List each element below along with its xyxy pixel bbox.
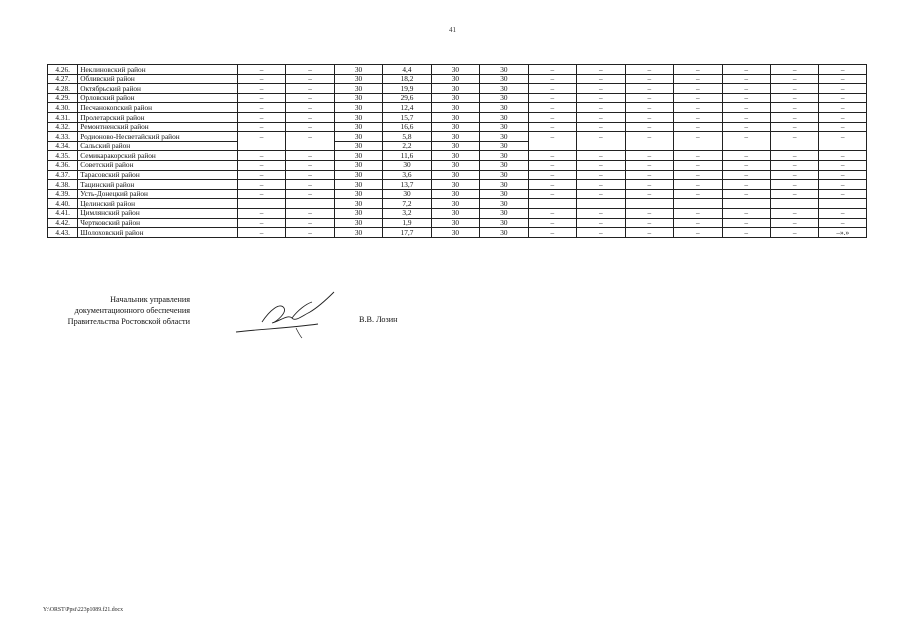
- value-cell: 30: [431, 93, 479, 103]
- value-cell: –: [722, 103, 770, 113]
- value-cell: –: [770, 189, 818, 199]
- value-cell: 30: [334, 199, 382, 209]
- value-cell: –: [722, 170, 770, 180]
- value-cell: 13,7: [383, 180, 431, 190]
- value-cell: –: [674, 103, 722, 113]
- value-cell: –: [770, 84, 818, 94]
- value-cell: –: [577, 132, 625, 142]
- table-row: [48, 103, 867, 113]
- value-cell: –: [819, 84, 867, 94]
- value-cell: –: [819, 208, 867, 218]
- district-name: Шолоховский район: [78, 228, 238, 238]
- value-cell: [722, 199, 770, 209]
- value-cell: –: [286, 84, 334, 94]
- value-cell: –: [674, 208, 722, 218]
- value-cell: –: [819, 112, 867, 122]
- value-cell: –: [722, 160, 770, 170]
- value-cell: –: [577, 189, 625, 199]
- value-cell: –: [722, 93, 770, 103]
- value-cell: –: [528, 103, 576, 113]
- table-row: [48, 74, 867, 84]
- district-name: Родионово-Несветайский район: [78, 132, 238, 142]
- value-cell: –: [770, 151, 818, 161]
- value-cell: –: [286, 65, 334, 75]
- value-cell: 5,8: [383, 132, 431, 142]
- table-row: [48, 141, 867, 151]
- value-cell: –: [674, 160, 722, 170]
- value-cell: –: [237, 170, 285, 180]
- value-cell: 30: [431, 199, 479, 209]
- value-cell: –: [528, 74, 576, 84]
- value-cell: –: [237, 180, 285, 190]
- value-cell: 30: [334, 93, 382, 103]
- value-cell: –: [528, 151, 576, 161]
- row-number: 4.32.: [48, 122, 78, 132]
- value-cell: –: [674, 151, 722, 161]
- district-name: Советский район: [78, 160, 238, 170]
- table-row: [48, 84, 867, 94]
- value-cell: –: [237, 103, 285, 113]
- value-cell: 30: [431, 151, 479, 161]
- value-cell: –: [528, 160, 576, 170]
- district-name: Сальский район: [78, 141, 238, 151]
- value-cell: –: [528, 180, 576, 190]
- value-cell: –: [819, 93, 867, 103]
- value-cell: 30: [480, 84, 528, 94]
- value-cell: [674, 199, 722, 209]
- value-cell: –: [625, 208, 673, 218]
- value-cell: –: [819, 180, 867, 190]
- value-cell: –: [722, 180, 770, 190]
- value-cell: 30: [334, 103, 382, 113]
- value-cell: –: [770, 122, 818, 132]
- value-cell: [528, 141, 576, 151]
- value-cell: –: [286, 103, 334, 113]
- value-cell: 30: [480, 122, 528, 132]
- value-cell: 30: [431, 218, 479, 228]
- value-cell: –: [237, 122, 285, 132]
- value-cell: –: [819, 132, 867, 142]
- value-cell: 30: [334, 228, 382, 238]
- value-cell: 30: [334, 74, 382, 84]
- value-cell: –: [237, 208, 285, 218]
- table-row: [48, 132, 867, 142]
- value-cell: –: [237, 218, 285, 228]
- row-number: 4.38.: [48, 180, 78, 190]
- position-line: Начальник управления: [110, 295, 190, 304]
- value-cell: –: [625, 132, 673, 142]
- row-number: 4.42.: [48, 218, 78, 228]
- value-cell: –: [674, 93, 722, 103]
- value-cell: –: [819, 122, 867, 132]
- table-row: [48, 218, 867, 228]
- row-number: 4.28.: [48, 84, 78, 94]
- value-cell: –: [819, 74, 867, 84]
- value-cell: 30: [383, 160, 431, 170]
- value-cell: [286, 199, 334, 209]
- value-cell: –: [577, 208, 625, 218]
- value-cell: 30: [480, 132, 528, 142]
- value-cell: 30: [480, 189, 528, 199]
- value-cell: 30: [431, 132, 479, 142]
- value-cell: –: [770, 218, 818, 228]
- value-cell: –: [722, 84, 770, 94]
- row-number: 4.29.: [48, 93, 78, 103]
- table-row: [48, 122, 867, 132]
- value-cell: 30: [334, 151, 382, 161]
- value-cell: 2,2: [383, 141, 431, 151]
- table-row: [48, 208, 867, 218]
- value-cell: 30: [334, 132, 382, 142]
- district-name: Усть-Донецкий район: [78, 189, 238, 199]
- value-cell: –: [722, 74, 770, 84]
- value-cell: –: [625, 160, 673, 170]
- value-cell: –: [674, 218, 722, 228]
- value-cell: –: [528, 189, 576, 199]
- value-cell: [770, 199, 818, 209]
- district-name: Семикаракорский район: [78, 151, 238, 161]
- row-number: 4.35.: [48, 151, 78, 161]
- value-cell: –: [577, 112, 625, 122]
- value-cell: –: [625, 170, 673, 180]
- value-cell: 30: [431, 112, 479, 122]
- value-cell: 11,6: [383, 151, 431, 161]
- value-cell: –: [770, 160, 818, 170]
- value-cell: –: [770, 132, 818, 142]
- row-number: 4.34.: [48, 141, 78, 151]
- value-cell: –: [237, 74, 285, 84]
- row-number: 4.36.: [48, 160, 78, 170]
- value-cell: –: [722, 228, 770, 238]
- value-cell: –: [286, 208, 334, 218]
- value-cell: –: [770, 170, 818, 180]
- row-number: 4.33.: [48, 132, 78, 142]
- value-cell: –: [625, 122, 673, 132]
- value-cell: [770, 141, 818, 151]
- signatory-position: [40, 294, 190, 327]
- value-cell: 29,6: [383, 93, 431, 103]
- district-name: Целинский район: [78, 199, 238, 209]
- value-cell: [577, 141, 625, 151]
- value-cell: 30: [334, 180, 382, 190]
- value-cell: –».»: [819, 228, 867, 238]
- value-cell: –: [528, 132, 576, 142]
- value-cell: –: [577, 218, 625, 228]
- row-number: 4.40.: [48, 199, 78, 209]
- value-cell: –: [528, 112, 576, 122]
- value-cell: –: [770, 65, 818, 75]
- value-cell: –: [722, 151, 770, 161]
- value-cell: 16,6: [383, 122, 431, 132]
- value-cell: –: [286, 112, 334, 122]
- value-cell: –: [286, 151, 334, 161]
- value-cell: 1,9: [383, 218, 431, 228]
- value-cell: –: [770, 180, 818, 190]
- value-cell: [819, 199, 867, 209]
- page-number: 41: [449, 26, 456, 34]
- value-cell: 4,4: [383, 65, 431, 75]
- value-cell: 17,7: [383, 228, 431, 238]
- value-cell: –: [577, 103, 625, 113]
- value-cell: –: [674, 74, 722, 84]
- value-cell: –: [625, 112, 673, 122]
- value-cell: –: [722, 218, 770, 228]
- district-values-table: [47, 64, 867, 238]
- table-row: [48, 228, 867, 238]
- value-cell: 30: [480, 199, 528, 209]
- value-cell: –: [528, 84, 576, 94]
- value-cell: 30: [431, 180, 479, 190]
- value-cell: [625, 141, 673, 151]
- district-name: Цимлянский район: [78, 208, 238, 218]
- value-cell: 15,7: [383, 112, 431, 122]
- value-cell: 30: [480, 103, 528, 113]
- row-number: 4.41.: [48, 208, 78, 218]
- value-cell: –: [286, 189, 334, 199]
- position-line: Правительства Ростовской области: [67, 317, 190, 326]
- district-name: Неклиновский район: [78, 65, 238, 75]
- value-cell: –: [674, 122, 722, 132]
- value-cell: –: [528, 218, 576, 228]
- handwritten-signature: [232, 288, 342, 340]
- value-cell: –: [819, 160, 867, 170]
- value-cell: –: [674, 132, 722, 142]
- file-path: Y:\ORST\Ppsi\223p1089.f21.docx: [43, 607, 123, 613]
- value-cell: 30: [431, 122, 479, 132]
- value-cell: [722, 141, 770, 151]
- value-cell: 30: [431, 228, 479, 238]
- value-cell: –: [819, 151, 867, 161]
- row-number: 4.26.: [48, 65, 78, 75]
- value-cell: –: [625, 218, 673, 228]
- value-cell: –: [577, 65, 625, 75]
- value-cell: 30: [334, 170, 382, 180]
- value-cell: –: [286, 218, 334, 228]
- value-cell: –: [722, 122, 770, 132]
- row-number: 4.27.: [48, 74, 78, 84]
- value-cell: 30: [431, 189, 479, 199]
- value-cell: –: [286, 180, 334, 190]
- table-row: [48, 199, 867, 209]
- value-cell: [577, 199, 625, 209]
- value-cell: 30: [480, 208, 528, 218]
- value-cell: –: [770, 93, 818, 103]
- value-cell: –: [286, 160, 334, 170]
- value-cell: 30: [334, 112, 382, 122]
- value-cell: –: [819, 189, 867, 199]
- value-cell: –: [577, 160, 625, 170]
- value-cell: 30: [334, 218, 382, 228]
- district-name: Песчанокопский район: [78, 103, 238, 113]
- value-cell: –: [577, 151, 625, 161]
- value-cell: –: [237, 84, 285, 94]
- value-cell: 30: [480, 93, 528, 103]
- table-row: [48, 170, 867, 180]
- value-cell: –: [237, 112, 285, 122]
- value-cell: [625, 199, 673, 209]
- value-cell: 30: [334, 122, 382, 132]
- value-cell: –: [625, 180, 673, 190]
- value-cell: 3,2: [383, 208, 431, 218]
- value-cell: 30: [431, 84, 479, 94]
- value-cell: –: [722, 112, 770, 122]
- value-cell: –: [674, 228, 722, 238]
- district-name: Обливский район: [78, 74, 238, 84]
- value-cell: 30: [431, 74, 479, 84]
- value-cell: –: [286, 228, 334, 238]
- value-cell: –: [528, 170, 576, 180]
- position-line: документационного обеспечения: [74, 306, 190, 315]
- value-cell: –: [577, 228, 625, 238]
- value-cell: 30: [480, 74, 528, 84]
- value-cell: 3,6: [383, 170, 431, 180]
- row-number: 4.39.: [48, 189, 78, 199]
- value-cell: 30: [431, 170, 479, 180]
- value-cell: –: [674, 180, 722, 190]
- district-name: Орловский район: [78, 93, 238, 103]
- value-cell: –: [286, 132, 334, 142]
- district-name: Чертковский район: [78, 218, 238, 228]
- row-number: 4.30.: [48, 103, 78, 113]
- value-cell: –: [770, 228, 818, 238]
- value-cell: [237, 199, 285, 209]
- value-cell: 30: [334, 208, 382, 218]
- value-cell: –: [722, 65, 770, 75]
- value-cell: 30: [431, 103, 479, 113]
- value-cell: 30: [431, 208, 479, 218]
- value-cell: 30: [480, 160, 528, 170]
- district-name: Пролетарский район: [78, 112, 238, 122]
- value-cell: –: [528, 65, 576, 75]
- value-cell: –: [528, 208, 576, 218]
- district-name: Ремонтненский район: [78, 122, 238, 132]
- value-cell: –: [528, 93, 576, 103]
- value-cell: –: [770, 208, 818, 218]
- value-cell: [819, 141, 867, 151]
- value-cell: –: [722, 208, 770, 218]
- value-cell: 19,9: [383, 84, 431, 94]
- value-cell: –: [819, 170, 867, 180]
- value-cell: [674, 141, 722, 151]
- value-cell: 30: [480, 170, 528, 180]
- value-cell: –: [674, 112, 722, 122]
- value-cell: 12,4: [383, 103, 431, 113]
- value-cell: –: [722, 189, 770, 199]
- table-row: [48, 180, 867, 190]
- value-cell: –: [625, 93, 673, 103]
- value-cell: 30: [334, 84, 382, 94]
- value-cell: 30: [431, 160, 479, 170]
- value-cell: –: [237, 93, 285, 103]
- value-cell: [237, 141, 285, 151]
- value-cell: –: [770, 103, 818, 113]
- table-row: [48, 160, 867, 170]
- value-cell: [528, 199, 576, 209]
- value-cell: –: [674, 170, 722, 180]
- value-cell: –: [674, 65, 722, 75]
- value-cell: 7,2: [383, 199, 431, 209]
- value-cell: –: [577, 74, 625, 84]
- value-cell: [286, 141, 334, 151]
- value-cell: 30: [480, 65, 528, 75]
- value-cell: –: [819, 65, 867, 75]
- value-cell: –: [819, 218, 867, 228]
- value-cell: –: [722, 132, 770, 142]
- value-cell: 30: [431, 65, 479, 75]
- value-cell: –: [237, 132, 285, 142]
- district-name: Тарасовский район: [78, 170, 238, 180]
- value-cell: –: [625, 65, 673, 75]
- value-cell: 30: [480, 141, 528, 151]
- signer-name: В.В. Лозин: [359, 315, 398, 324]
- value-cell: –: [674, 84, 722, 94]
- value-cell: –: [770, 74, 818, 84]
- value-cell: –: [674, 189, 722, 199]
- value-cell: –: [770, 112, 818, 122]
- table-row: [48, 65, 867, 75]
- value-cell: 30: [431, 141, 479, 151]
- district-name: Октябрьский район: [78, 84, 238, 94]
- value-cell: 30: [480, 228, 528, 238]
- value-cell: –: [625, 228, 673, 238]
- value-cell: –: [577, 170, 625, 180]
- value-cell: –: [286, 122, 334, 132]
- value-cell: 30: [334, 141, 382, 151]
- value-cell: –: [625, 84, 673, 94]
- value-cell: –: [819, 103, 867, 113]
- value-cell: –: [286, 170, 334, 180]
- value-cell: –: [625, 103, 673, 113]
- value-cell: –: [286, 93, 334, 103]
- value-cell: 30: [480, 180, 528, 190]
- value-cell: –: [237, 160, 285, 170]
- value-cell: –: [237, 65, 285, 75]
- value-cell: 30: [334, 65, 382, 75]
- value-cell: –: [577, 84, 625, 94]
- value-cell: –: [528, 122, 576, 132]
- district-name: Тацинский район: [78, 180, 238, 190]
- value-cell: –: [577, 93, 625, 103]
- value-cell: –: [625, 189, 673, 199]
- value-cell: –: [625, 74, 673, 84]
- row-number: 4.31.: [48, 112, 78, 122]
- value-cell: –: [577, 180, 625, 190]
- value-cell: –: [286, 74, 334, 84]
- row-number: 4.37.: [48, 170, 78, 180]
- table-row: [48, 151, 867, 161]
- value-cell: 30: [480, 151, 528, 161]
- value-cell: –: [577, 122, 625, 132]
- value-cell: 30: [480, 218, 528, 228]
- value-cell: 18,2: [383, 74, 431, 84]
- value-cell: 30: [334, 189, 382, 199]
- value-cell: 30: [480, 112, 528, 122]
- value-cell: –: [237, 189, 285, 199]
- value-cell: –: [528, 228, 576, 238]
- value-cell: 30: [334, 160, 382, 170]
- value-cell: 30: [383, 189, 431, 199]
- value-cell: –: [625, 151, 673, 161]
- table-row: [48, 189, 867, 199]
- row-number: 4.43.: [48, 228, 78, 238]
- value-cell: –: [237, 151, 285, 161]
- table-row: [48, 93, 867, 103]
- table-row: [48, 112, 867, 122]
- value-cell: –: [237, 228, 285, 238]
